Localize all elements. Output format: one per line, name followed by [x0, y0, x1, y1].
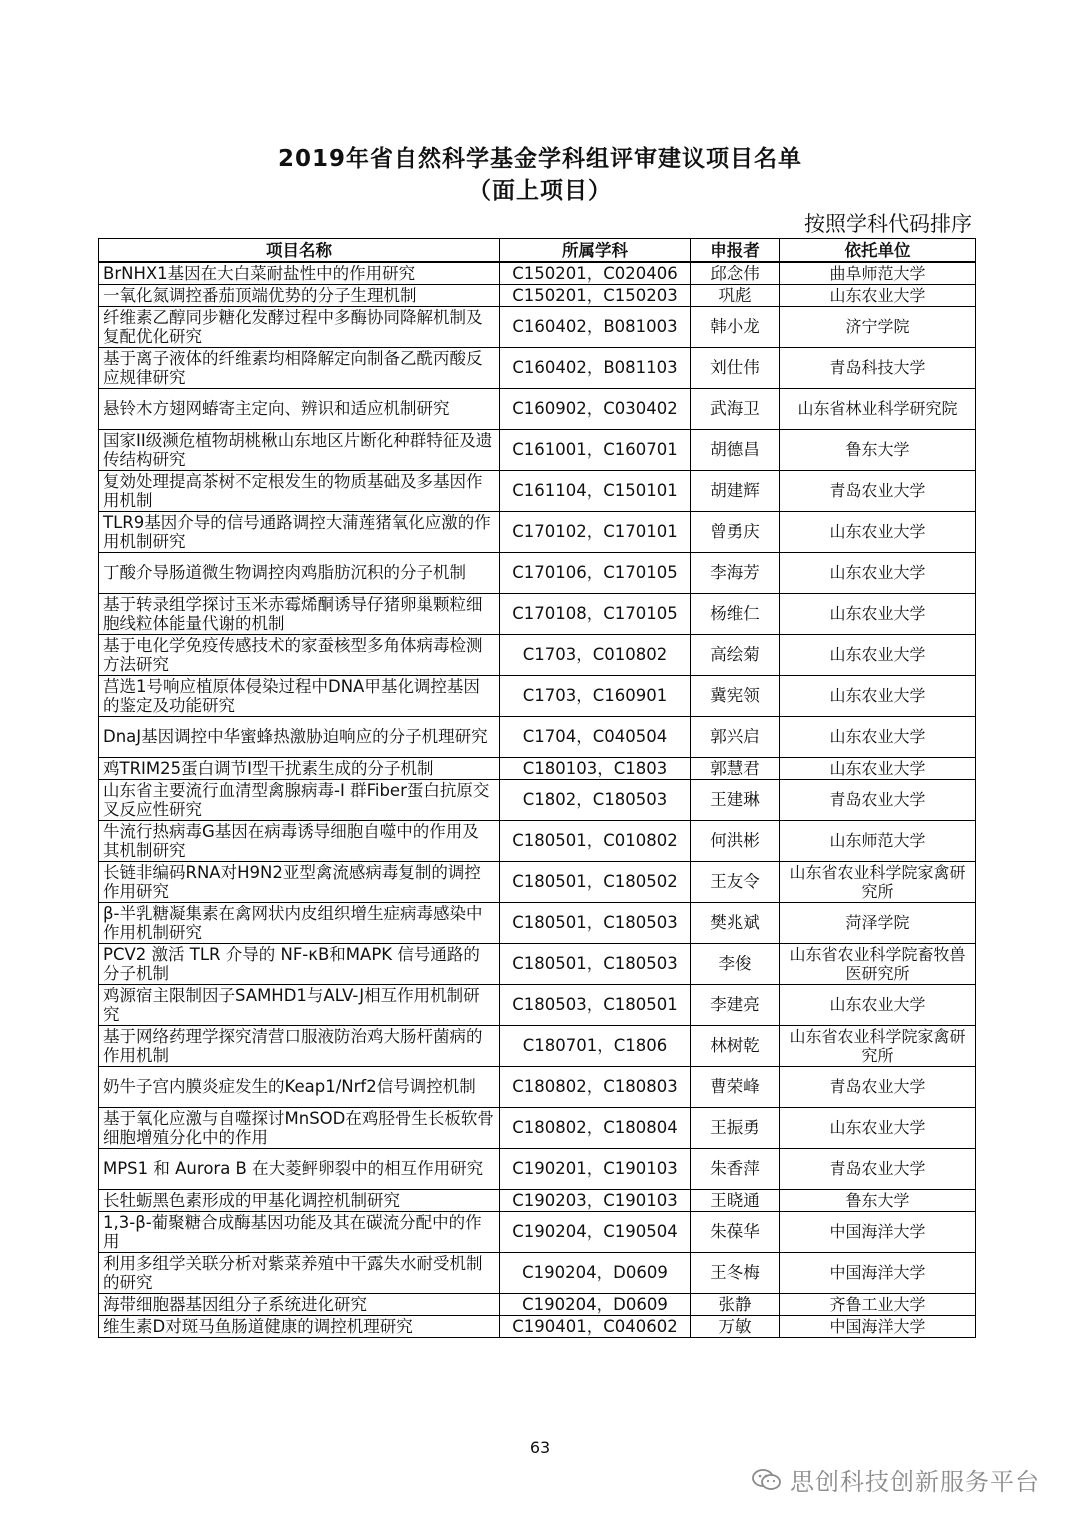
column-header-institution: 依托单位: [780, 239, 976, 263]
applicant-cell: 王晓通: [691, 1189, 780, 1211]
table-row: [99, 943, 976, 984]
discipline-code-cell: C170106，C170105: [500, 552, 691, 593]
table-row: [99, 388, 976, 429]
project-name-cell: 悬铃木方翅网蝽寄主定向、辨识和适应机制研究: [99, 388, 500, 429]
project-name-cell: 鸡源宿主限制因子SAMHD1与ALV-J相互作用机制研究: [99, 984, 500, 1025]
project-name-cell: MPS1 和 Aurora B 在大菱鲆卵裂中的相互作用研究: [99, 1148, 500, 1189]
institution-cell: 山东省农业科学院畜牧兽医研究所: [780, 943, 976, 984]
applicant-cell: 曾勇庆: [691, 511, 780, 552]
institution-cell: 山东农业大学: [780, 593, 976, 634]
discipline-code-cell: C161001，C160701: [500, 429, 691, 470]
discipline-code-cell: C190204，D0609: [500, 1252, 691, 1293]
column-header-applicant: 申报者: [691, 239, 780, 263]
table-row: [99, 1107, 976, 1148]
applicant-cell: 朱葆华: [691, 1211, 780, 1252]
project-name-cell: 纤维素乙醇同步糖化发酵过程中多酶协同降解机制及复配优化研究: [99, 306, 500, 347]
applicant-cell: 王友令: [691, 861, 780, 902]
institution-cell: 菏泽学院: [780, 902, 976, 943]
institution-cell: 鲁东大学: [780, 1189, 976, 1211]
project-name-cell: 基于离子液体的纤维素均相降解定向制备乙酰丙酸反应规律研究: [99, 347, 500, 388]
table-row: [99, 902, 976, 943]
project-name-cell: 牛流行热病毒G基因在病毒诱导细胞自噬中的作用及其机制研究: [99, 820, 500, 861]
institution-cell: 山东农业大学: [780, 984, 976, 1025]
discipline-code-cell: C180501，C180503: [500, 902, 691, 943]
discipline-code-cell: C160402，B081103: [500, 347, 691, 388]
project-name-cell: 山东省主要流行血清型禽腺病毒-I 群Fiber蛋白抗原交叉反应性研究: [99, 779, 500, 820]
table-row: [99, 779, 976, 820]
discipline-code-cell: C1703，C010802: [500, 634, 691, 675]
project-name-cell: 一氧化氮调控番茄顶端优势的分子生理机制: [99, 284, 500, 306]
applicant-cell: 王振勇: [691, 1107, 780, 1148]
project-name-cell: TLR9基因介导的信号通路调控大蒲莲猪氧化应激的作用机制研究: [99, 511, 500, 552]
institution-cell: 山东农业大学: [780, 716, 976, 757]
institution-cell: 山东农业大学: [780, 552, 976, 593]
institution-cell: 山东农业大学: [780, 511, 976, 552]
institution-cell: 山东师范大学: [780, 820, 976, 861]
applicant-cell: 韩小龙: [691, 306, 780, 347]
institution-cell: 青岛科技大学: [780, 347, 976, 388]
institution-cell: 山东省农业科学院家禽研究所: [780, 1025, 976, 1066]
project-name-cell: 国家II级濒危植物胡桃楸山东地区片断化种群特征及遗传结构研究: [99, 429, 500, 470]
document-title: 2019年省自然科学基金学科组评审建议项目名单: [277, 146, 802, 172]
project-name-cell: 海带细胞器基因组分子系统进化研究: [99, 1293, 500, 1315]
project-name-cell: DnaJ基因调控中华蜜蜂热激胁迫响应的分子机理研究: [99, 716, 500, 757]
watermark-text: 思创科技创新服务平台: [790, 1468, 1040, 1496]
institution-cell: 中国海洋大学: [780, 1211, 976, 1252]
watermark: [752, 1462, 1040, 1497]
discipline-code-cell: C180802，C180803: [500, 1066, 691, 1107]
table-row: [99, 1293, 976, 1315]
table-row: [99, 306, 976, 347]
project-name-cell: PCV2 激活 TLR 介导的 NF-κB和MAPK 信号通路的分子机制: [99, 943, 500, 984]
table-row: [99, 1315, 976, 1337]
discipline-code-cell: C1703，C160901: [500, 675, 691, 716]
project-name-cell: 基于氧化应激与自噬探讨MnSOD在鸡胫骨生长板软骨细胞增殖分化中的作用: [99, 1107, 500, 1148]
table-row: [99, 820, 976, 861]
table-row: [99, 984, 976, 1025]
institution-cell: 济宁学院: [780, 306, 976, 347]
institution-cell: 山东农业大学: [780, 1107, 976, 1148]
applicant-cell: 胡建辉: [691, 470, 780, 511]
institution-cell: 青岛农业大学: [780, 1148, 976, 1189]
discipline-code-cell: C1802，C180503: [500, 779, 691, 820]
column-header-project-name: 项目名称: [99, 239, 500, 263]
table-row: [99, 284, 976, 306]
table-row: [99, 1148, 976, 1189]
table-row: [99, 262, 976, 284]
applicant-cell: 李俊: [691, 943, 780, 984]
institution-cell: 青岛农业大学: [780, 1066, 976, 1107]
applicant-cell: 李海芳: [691, 552, 780, 593]
table-row: [99, 1025, 976, 1066]
project-name-cell: 基于转录组学探讨玉米赤霉烯酮诱导仔猪卵巢颗粒细胞线粒体能量代谢的机制: [99, 593, 500, 634]
table-row: [99, 861, 976, 902]
discipline-code-cell: C160402，B081003: [500, 306, 691, 347]
applicant-cell: 朱香萍: [691, 1148, 780, 1189]
project-name-cell: 长链非编码RNA对H9N2亚型禽流感病毒复制的调控作用研究: [99, 861, 500, 902]
discipline-code-cell: C161104，C150101: [500, 470, 691, 511]
applicant-cell: 武海卫: [691, 388, 780, 429]
applicant-cell: 杨维仁: [691, 593, 780, 634]
institution-cell: 山东农业大学: [780, 757, 976, 779]
institution-cell: 山东省林业科学研究院: [780, 388, 976, 429]
applicant-cell: 邱念伟: [691, 262, 780, 284]
applicant-cell: 曹荣峰: [691, 1066, 780, 1107]
discipline-code-cell: C150201，C150203: [500, 284, 691, 306]
discipline-code-cell: C180503，C180501: [500, 984, 691, 1025]
table-row: [99, 757, 976, 779]
project-name-cell: 莒选1号响应植原体侵染过程中DNA甲基化调控基因的鉴定及功能研究: [99, 675, 500, 716]
institution-cell: 山东农业大学: [780, 284, 976, 306]
table-row: [99, 1252, 976, 1293]
table-row: [99, 470, 976, 511]
applicant-cell: 胡德昌: [691, 429, 780, 470]
table-row: [99, 593, 976, 634]
table-row: [99, 429, 976, 470]
institution-cell: 中国海洋大学: [780, 1315, 976, 1337]
document-subtitle: （面上项目）: [468, 178, 612, 204]
discipline-code-cell: C160902，C030402: [500, 388, 691, 429]
project-name-cell: 丁酸介导肠道微生物调控肉鸡脂肪沉积的分子机制: [99, 552, 500, 593]
applicant-cell: 林树乾: [691, 1025, 780, 1066]
applicant-cell: 冀宪领: [691, 675, 780, 716]
table-row: [99, 511, 976, 552]
column-header-discipline: 所属学科: [500, 239, 691, 263]
applicant-cell: 王建琳: [691, 779, 780, 820]
institution-cell: 青岛农业大学: [780, 779, 976, 820]
table-row: [99, 716, 976, 757]
project-name-cell: 基于电化学免疫传感技术的家蚕核型多角体病毒检测方法研究: [99, 634, 500, 675]
table-row: [99, 675, 976, 716]
discipline-code-cell: C190401，C040602: [500, 1315, 691, 1337]
discipline-code-cell: C1704，C040504: [500, 716, 691, 757]
project-name-cell: 基于网络药理学探究清营口服液防治鸡大肠杆菌病的作用机制: [99, 1025, 500, 1066]
discipline-code-cell: C170108，C170105: [500, 593, 691, 634]
table-header-row: [99, 239, 976, 263]
applicant-cell: 万敏: [691, 1315, 780, 1337]
discipline-code-cell: C180103，C1803: [500, 757, 691, 779]
institution-cell: 中国海洋大学: [780, 1252, 976, 1293]
table-row: [99, 1066, 976, 1107]
applicant-cell: 刘仕伟: [691, 347, 780, 388]
applicant-cell: 巩彪: [691, 284, 780, 306]
wechat-icon: [752, 1468, 782, 1492]
project-name-cell: 鸡TRIM25蛋白调节I型干扰素生成的分子机制: [99, 757, 500, 779]
institution-cell: 鲁东大学: [780, 429, 976, 470]
applicant-cell: 郭慧君: [691, 757, 780, 779]
table-row: [99, 1211, 976, 1252]
discipline-code-cell: C170102，C170101: [500, 511, 691, 552]
project-name-cell: 长牡蛎黑色素形成的甲基化调控机制研究: [99, 1189, 500, 1211]
project-name-cell: BrNHX1基因在大白菜耐盐性中的作用研究: [99, 262, 500, 284]
discipline-code-cell: C180701，C1806: [500, 1025, 691, 1066]
discipline-code-cell: C180501，C010802: [500, 820, 691, 861]
table-row: [99, 347, 976, 388]
discipline-code-cell: C190204，D0609: [500, 1293, 691, 1315]
applicant-cell: 李建亮: [691, 984, 780, 1025]
applicant-cell: 高绘菊: [691, 634, 780, 675]
sort-note: 按照学科代码排序: [804, 212, 972, 236]
project-name-cell: 复効处理提高茶树不定根发生的物质基础及多基因作用机制: [99, 470, 500, 511]
applicant-cell: 郭兴启: [691, 716, 780, 757]
institution-cell: 曲阜师范大学: [780, 262, 976, 284]
institution-cell: 青岛农业大学: [780, 470, 976, 511]
discipline-code-cell: C180501，C180502: [500, 861, 691, 902]
project-table: [98, 238, 976, 1338]
project-name-cell: 利用多组学关联分析对紫菜养殖中干露失水耐受机制的研究: [99, 1252, 500, 1293]
project-name-cell: β-半乳糖凝集素在禽网状内皮组织增生症病毒感染中作用机制研究: [99, 902, 500, 943]
page-number: 63: [529, 1438, 551, 1457]
project-name-cell: 1,3-β-葡聚糖合成酶基因功能及其在碳流分配中的作用: [99, 1211, 500, 1252]
discipline-code-cell: C180501，C180503: [500, 943, 691, 984]
discipline-code-cell: C180802，C180804: [500, 1107, 691, 1148]
applicant-cell: 樊兆斌: [691, 902, 780, 943]
discipline-code-cell: C150201，C020406: [500, 262, 691, 284]
institution-cell: 齐鲁工业大学: [780, 1293, 976, 1315]
discipline-code-cell: C190204，C190504: [500, 1211, 691, 1252]
applicant-cell: 张静: [691, 1293, 780, 1315]
table-row: [99, 634, 976, 675]
project-name-cell: 维生素D对斑马鱼肠道健康的调控机理研究: [99, 1315, 500, 1337]
applicant-cell: 何洪彬: [691, 820, 780, 861]
table-row: [99, 1189, 976, 1211]
discipline-code-cell: C190203，C190103: [500, 1189, 691, 1211]
discipline-code-cell: C190201，C190103: [500, 1148, 691, 1189]
table-row: [99, 552, 976, 593]
institution-cell: 山东农业大学: [780, 675, 976, 716]
project-name-cell: 奶牛子宫内膜炎症发生的Keap1/Nrf2信号调控机制: [99, 1066, 500, 1107]
applicant-cell: 王冬梅: [691, 1252, 780, 1293]
institution-cell: 山东省农业科学院家禽研究所: [780, 861, 976, 902]
institution-cell: 山东农业大学: [780, 634, 976, 675]
